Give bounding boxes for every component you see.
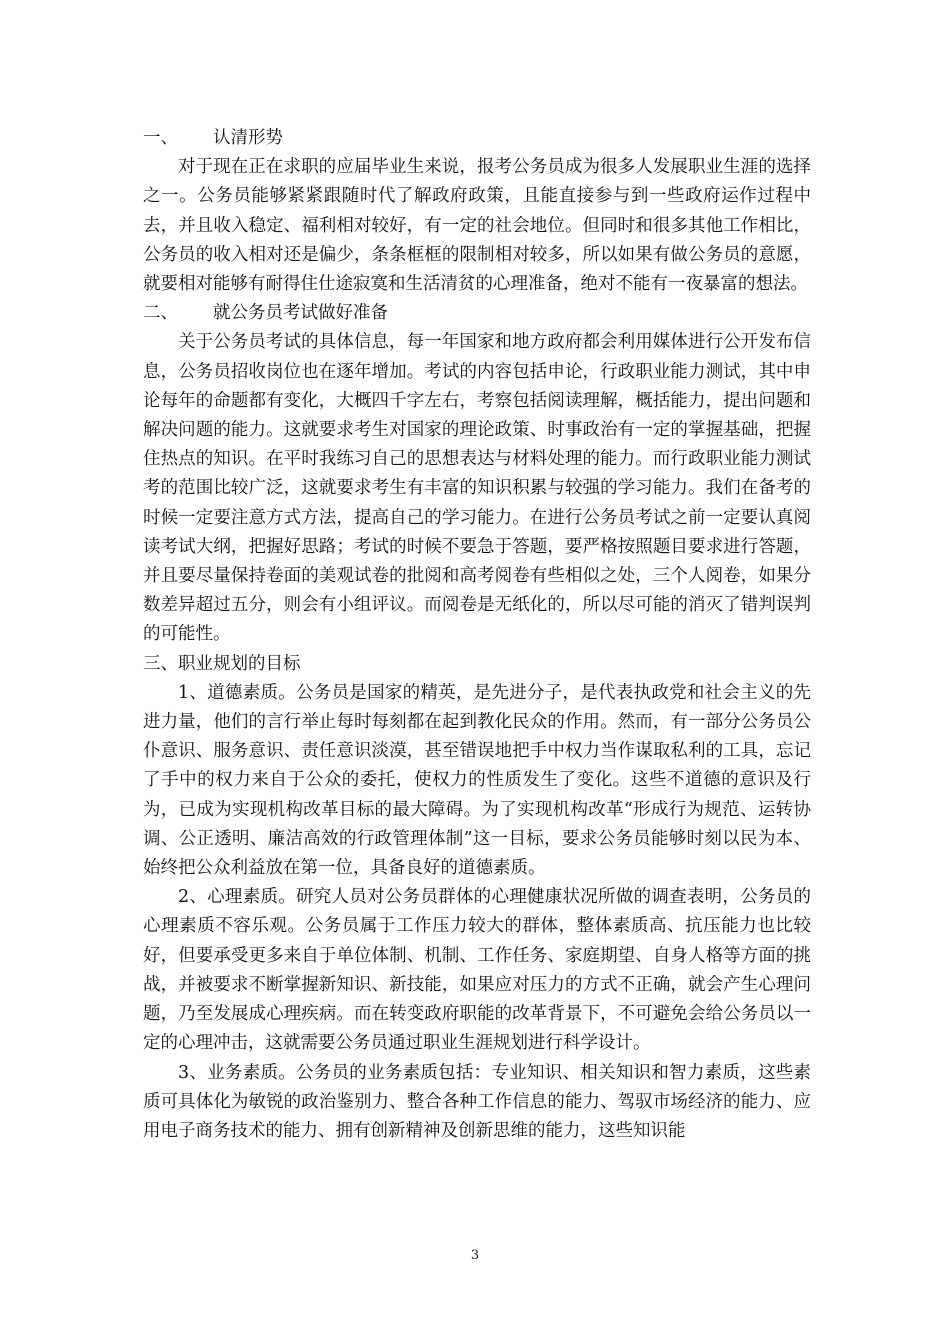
section-heading-1 (143, 124, 811, 153)
document-body (143, 124, 811, 1146)
paragraph-1: 对于现在正在求职的应届毕业生来说，报考公务员成为很多人发展职业生涯的选择之一。公务员能够紧紧跟随时代了解政府政策，且能直接参与到一些政府运作过程中去，并且收入稳定、福利相对较好，有一定的社会地位。但同时和很多其他工作相比，公务员的收入相对还是偏少，条条框框的限制相对较多，所以如果有做公务员的意愿，就要相对能够有耐得住仕途寂寞和生活清贫的心理准备，绝对不能有一夜暴富的想法。 (143, 157, 811, 295)
section-number-3: 三、 (143, 653, 178, 674)
section-title-2: 就公务员考试做好准备 (213, 303, 388, 324)
paragraph-3: 1、道德素质。公务员是国家的精英，是先进分子，是代表执政党和社会主义的先进力量，他们的言行举止每时每刻都在起到教化民众的作用。然而，有一部分公务员公仆意识、服务意识、责任意识淡漠，甚至错误地把手中权力当作谋取私利的工具，忘记了手中的权力来自于公众的委托，使权力的性质发生了变化。这些不道德的意识及行为，已成为实现机构改革目标的最大障碍。为了实现机构改革“形成行为规范、运转协调、公正透明、廉洁高效的行政管理体制”这一目标，要求公务员能够时刻以民为本、始终把公众利益放在第一位，具备良好的道德素质。 (143, 682, 811, 879)
paragraph-4: 2、心理素质。研究人员对公务员群体的心理健康状况所做的调查表明，公务员的心理素质不容乐观。公务员属于工作压力较大的群体，整体素质高、抗压能力也比较好，但要承受更多来自于单位体制、机制、工作任务、家庭期望、自身人格等方面的挑战，并被要求不断掌握新知识、新技能，如果应对压力的方式不正确，就会产生心理问题，乃至发展成心理疾病。而在转变政府职能的改革背景下，不可避免会给公务员以一定的心理冲击，这就需要公务员通过职业生涯规划进行科学设计。 (143, 887, 811, 1054)
paragraph-5: 3、业务素质。公务员的业务素质包括：专业知识、相关知识和智力素质，这些素质可具体化为敏锐的政治鉴别力、整合各种工作信息的能力、驾驭市场经济的能力、应用电子商务技术的能力、拥有创新精神及创新思维的能力，这些知识能 (143, 1062, 811, 1141)
section-title-3: 职业规划的目标 (178, 653, 301, 674)
page-number: 3 (470, 1248, 480, 1263)
section-heading-2 (143, 299, 811, 328)
section-number-1: 一、 (143, 128, 178, 148)
paragraph-2: 关于公务员考试的具体信息，每一年国家和地方政府都会利用媒体进行公开发布信息，公务员招收岗位也在逐年增加。考试的内容包括申论，行政职业能力测试，其中申论每年的命题都有变化，大概四千字左右，考察包括阅读理解，概括能力，提出问题和解决问题的能力。这就要求考生对国家的理论政策、时事政治有一定的掌握基础，把握住热点的知识。在平时我练习自己的思想表达与材料处理的能力。而行政职业能力测试考的范围比较广泛，这就要求考生有丰富的知识积累与较强的学习能力。我们在备考的时候一定要注意方式方法，提高自己的学习能力。在进行公务员考试之前一定要认真阅读考试大纲，把握好思路；考试的时候不要急于答题，要严格按照题目要求进行答题，并且要尽量保持卷面的美观试卷的批阅和高考阅卷有些相似之处，三个人阅卷，如果分数差异超过五分，则会有小组评议。而阅卷是无纸化的，所以尽可能的消灭了错判误判的可能性。 (143, 332, 811, 645)
section-heading-3 (143, 650, 811, 679)
section-number-2: 二、 (143, 303, 178, 324)
section-title-1: 认清形势 (213, 128, 283, 148)
